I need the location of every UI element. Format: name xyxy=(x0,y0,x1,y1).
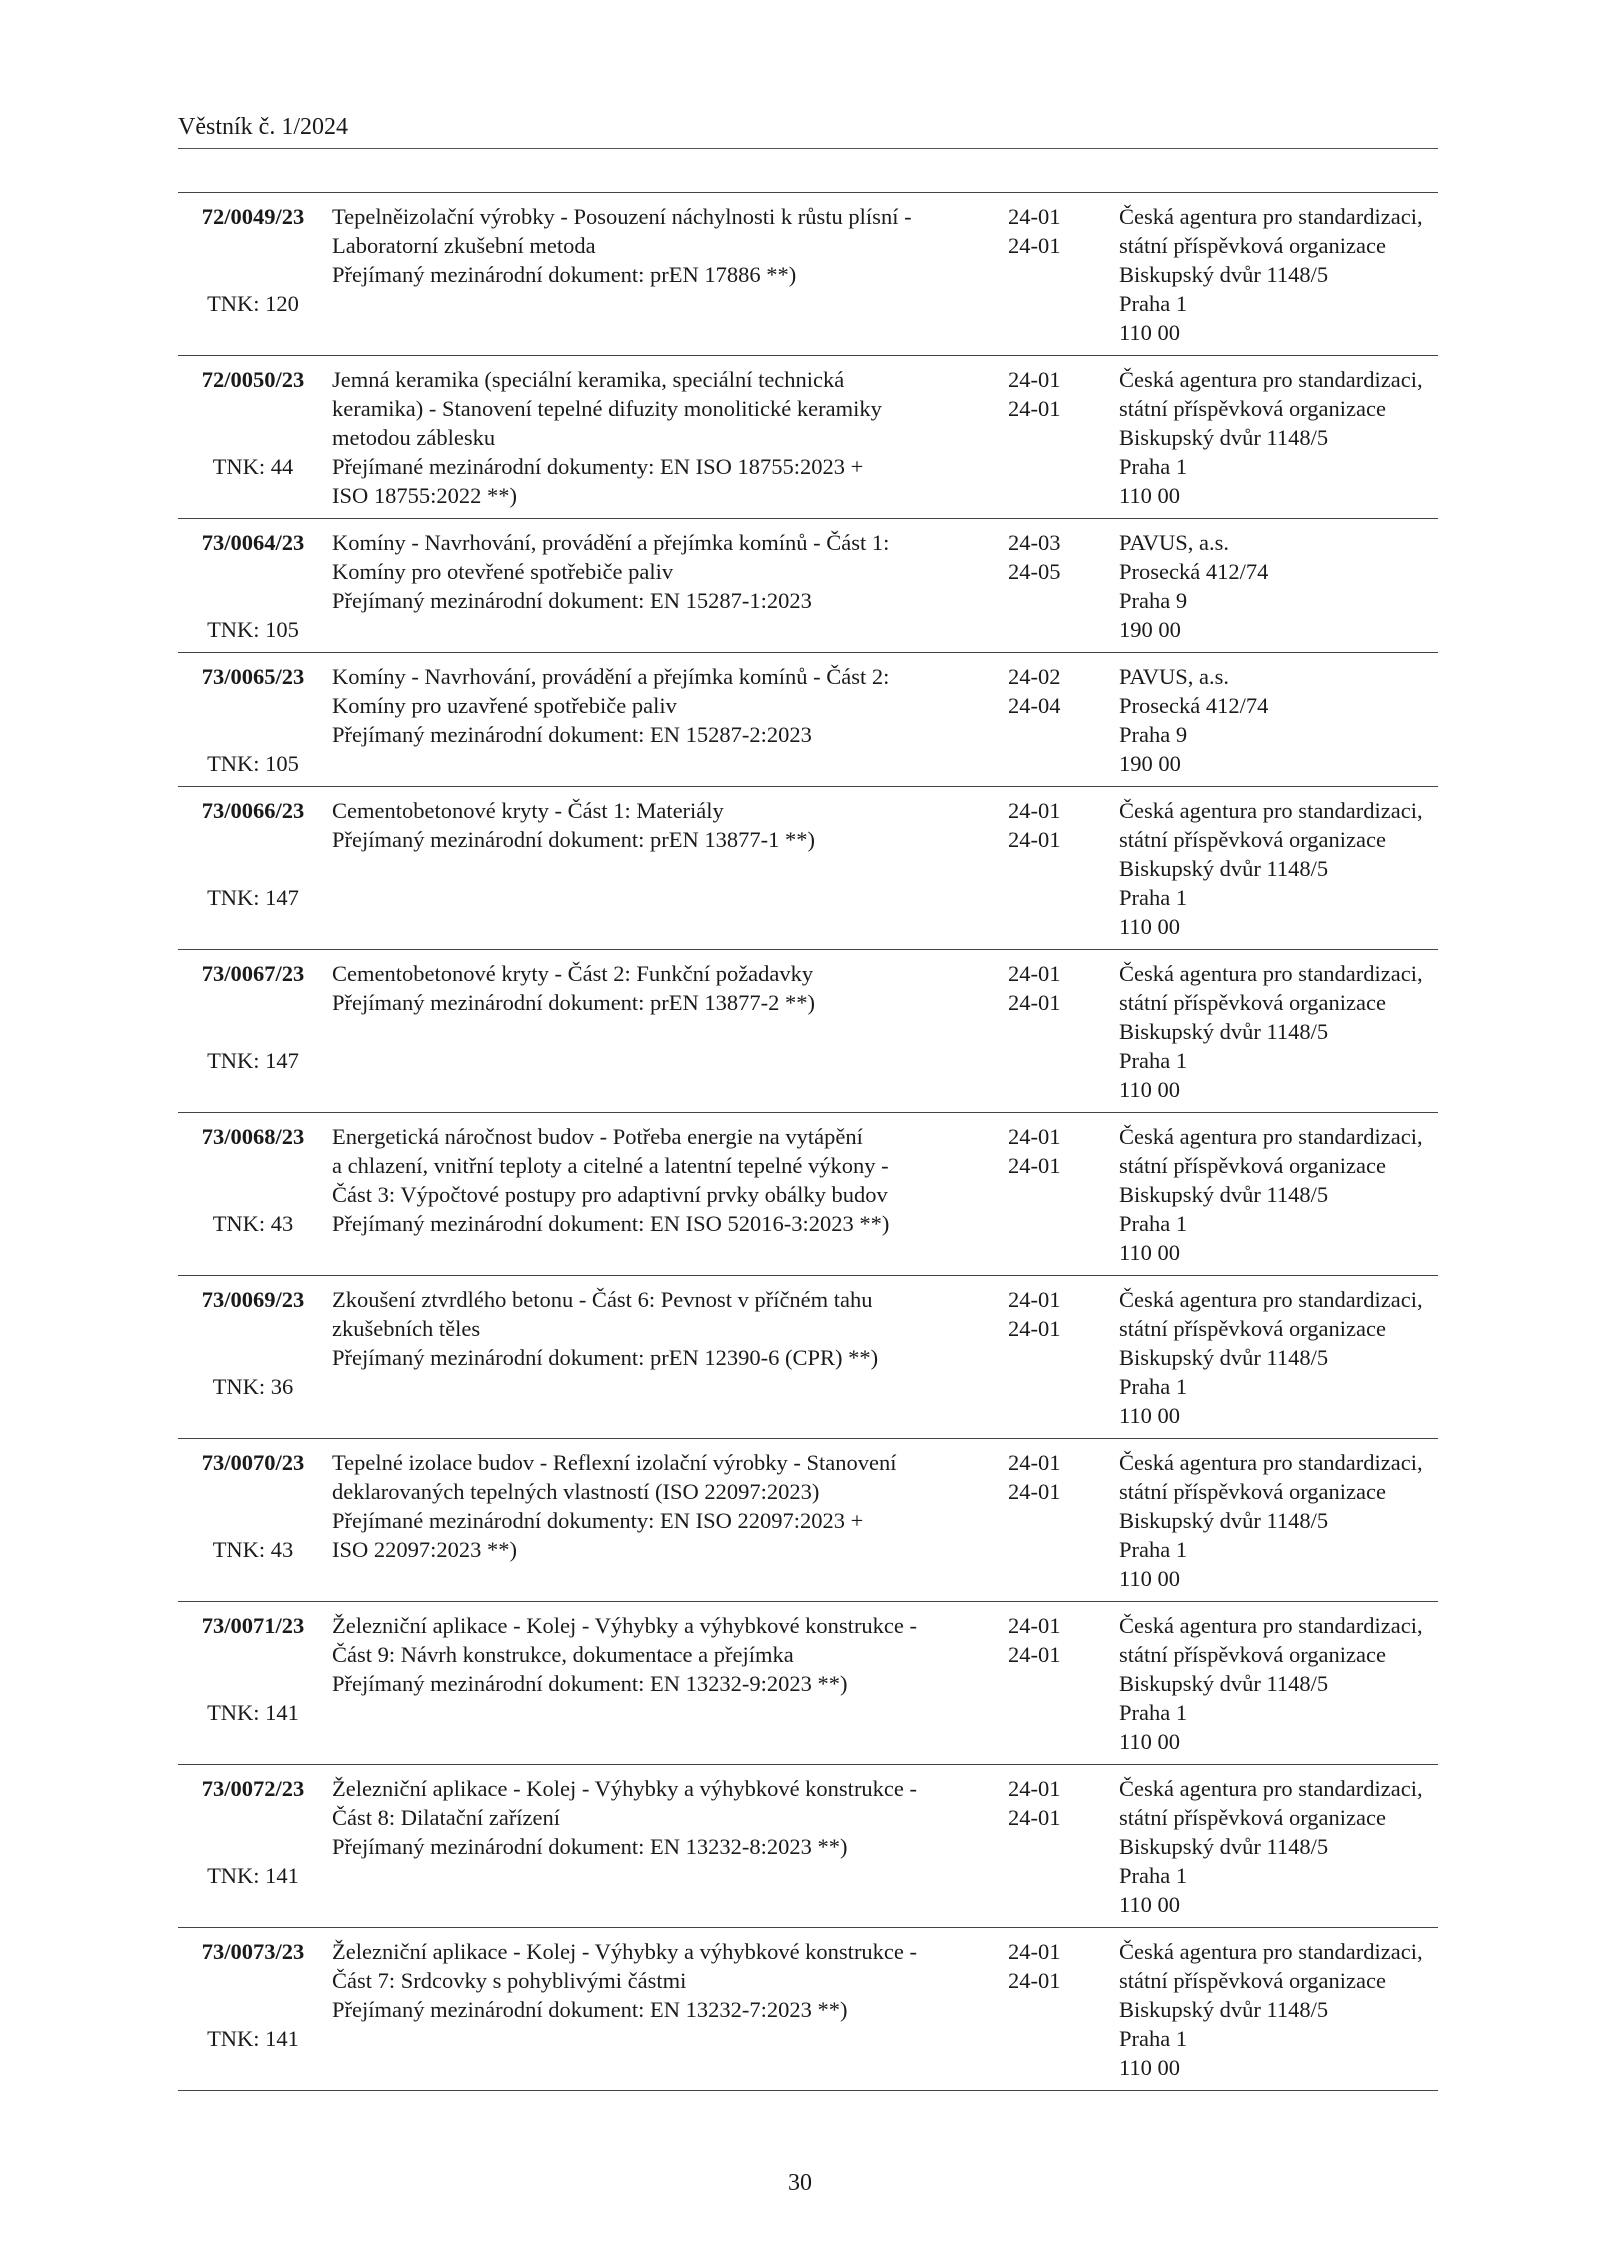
tnk-label: TNK: 147 xyxy=(207,1048,299,1073)
date-value: 24-01 xyxy=(1008,1613,1061,1638)
organization-line: Česká agentura pro standardizaci, xyxy=(1119,1287,1423,1312)
dates-cell xyxy=(1000,1276,1103,1439)
organization-line: 110 00 xyxy=(1119,1077,1181,1102)
description-line: a chlazení, vnitřní teploty a citelné a latentní tepelné výkony - xyxy=(332,1153,889,1178)
organization-line: Česká agentura pro standardizaci, xyxy=(1119,1613,1423,1638)
organization-line: Česká agentura pro standardizaci, xyxy=(1119,961,1423,986)
date-value: 24-01 xyxy=(1008,798,1061,823)
description-line: Část 7: Srdcovky s pohyblivými částmi xyxy=(332,1968,687,1993)
dates-cell xyxy=(1000,193,1103,356)
standard-id-cell xyxy=(178,950,328,1113)
organization-line: Biskupský dvůr 1148/5 xyxy=(1119,1508,1329,1533)
date-value: 24-01 xyxy=(1008,1287,1061,1312)
organization-line: Biskupský dvůr 1148/5 xyxy=(1119,1345,1329,1370)
standard-number: 73/0066/23 xyxy=(201,798,305,823)
tnk-label: TNK: 43 xyxy=(212,1211,294,1236)
organization-line: Biskupský dvůr 1148/5 xyxy=(1119,1019,1329,1044)
description-line: keramika) - Stanovení tepelné difuzity monolitické keramiky xyxy=(332,396,882,421)
description-line: Část 3: Výpočtové postupy pro adaptivní prvky obálky budov xyxy=(332,1182,888,1207)
organization-line: 110 00 xyxy=(1119,320,1181,345)
description-cell xyxy=(328,950,1000,1113)
date-value: 24-01 xyxy=(1008,1450,1061,1475)
organization-line: 190 00 xyxy=(1119,617,1181,642)
date-value: 24-01 xyxy=(1008,233,1061,258)
organization-cell xyxy=(1103,1602,1438,1765)
standards-table-body xyxy=(178,193,1438,2091)
organization-line: 190 00 xyxy=(1119,751,1181,776)
page-number: 30 xyxy=(788,2170,812,2196)
page-footer xyxy=(0,2170,1600,2197)
tnk-label: TNK: 105 xyxy=(207,617,299,642)
description-line: Tepelněizolační výrobky - Posouzení náchylnosti k růstu plísní - xyxy=(332,204,912,229)
organization-line: 110 00 xyxy=(1119,1566,1181,1591)
dates-cell xyxy=(1000,1765,1103,1928)
standard-number: 73/0065/23 xyxy=(201,664,305,689)
organization-line: Prosecká 412/74 xyxy=(1119,693,1269,718)
table-row xyxy=(178,787,1438,950)
description-line: ISO 22097:2023 **) xyxy=(332,1537,517,1562)
date-value: 24-01 xyxy=(1008,396,1061,421)
date-value: 24-01 xyxy=(1008,1776,1061,1801)
organization-cell xyxy=(1103,519,1438,653)
organization-line: 110 00 xyxy=(1119,483,1181,508)
standard-number: 72/0049/23 xyxy=(201,204,305,229)
standard-id-cell xyxy=(178,1928,328,2091)
tnk-label: TNK: 105 xyxy=(207,751,299,776)
table-row xyxy=(178,1276,1438,1439)
organization-line: Česká agentura pro standardizaci, xyxy=(1119,1450,1423,1475)
date-value: 24-01 xyxy=(1008,367,1061,392)
description-cell xyxy=(328,1276,1000,1439)
organization-line: 110 00 xyxy=(1119,1403,1181,1428)
organization-line: Praha 1 xyxy=(1119,1211,1188,1236)
description-line: Část 8: Dilatační zařízení xyxy=(332,1805,561,1830)
organization-line: PAVUS, a.s. xyxy=(1119,530,1230,555)
date-value: 24-03 xyxy=(1008,530,1061,555)
organization-line: Biskupský dvůr 1148/5 xyxy=(1119,425,1329,450)
date-value: 24-04 xyxy=(1008,693,1061,718)
organization-cell xyxy=(1103,1113,1438,1276)
organization-line: Česká agentura pro standardizaci, xyxy=(1119,1776,1423,1801)
organization-line: 110 00 xyxy=(1119,2055,1181,2080)
organization-cell xyxy=(1103,356,1438,519)
organization-line: Praha 1 xyxy=(1119,454,1188,479)
description-cell xyxy=(328,193,1000,356)
organization-line: Praha 9 xyxy=(1119,722,1188,747)
standard-id-cell xyxy=(178,1439,328,1602)
organization-cell xyxy=(1103,1276,1438,1439)
description-line: Komíny pro uzavřené spotřebiče paliv xyxy=(332,693,677,718)
dates-cell xyxy=(1000,1439,1103,1602)
organization-line: státní příspěvková organizace xyxy=(1119,1968,1386,1993)
organization-line: Biskupský dvůr 1148/5 xyxy=(1119,1671,1329,1696)
tnk-label: TNK: 36 xyxy=(212,1374,294,1399)
organization-cell xyxy=(1103,193,1438,356)
tnk-label: TNK: 43 xyxy=(212,1537,294,1562)
organization-line: Biskupský dvůr 1148/5 xyxy=(1119,856,1329,881)
dates-cell xyxy=(1000,1928,1103,2091)
running-header xyxy=(178,112,1438,149)
dates-cell xyxy=(1000,787,1103,950)
tnk-label: TNK: 141 xyxy=(207,1863,299,1888)
organization-line: státní příspěvková organizace xyxy=(1119,233,1386,258)
standard-id-cell xyxy=(178,1113,328,1276)
standard-id-cell xyxy=(178,193,328,356)
table-row xyxy=(178,193,1438,356)
date-value: 24-01 xyxy=(1008,1805,1061,1830)
organization-line: Praha 1 xyxy=(1119,1374,1188,1399)
table-row xyxy=(178,1602,1438,1765)
description-cell xyxy=(328,1113,1000,1276)
table-row xyxy=(178,356,1438,519)
dates-cell xyxy=(1000,1602,1103,1765)
table-row xyxy=(178,950,1438,1113)
table-row xyxy=(178,1113,1438,1276)
description-line: zkušebních těles xyxy=(332,1316,481,1341)
date-value: 24-05 xyxy=(1008,559,1061,584)
table-row xyxy=(178,1765,1438,1928)
date-value: 24-01 xyxy=(1008,961,1061,986)
standard-id-cell xyxy=(178,356,328,519)
dates-cell xyxy=(1000,1113,1103,1276)
standard-id-cell xyxy=(178,1765,328,1928)
organization-line: 110 00 xyxy=(1119,1892,1181,1917)
description-line: ISO 18755:2022 **) xyxy=(332,483,517,508)
description-cell xyxy=(328,787,1000,950)
dates-cell xyxy=(1000,653,1103,787)
standard-id-cell xyxy=(178,1602,328,1765)
dates-cell xyxy=(1000,356,1103,519)
date-value: 24-02 xyxy=(1008,664,1061,689)
organization-line: státní příspěvková organizace xyxy=(1119,990,1386,1015)
standard-number: 73/0068/23 xyxy=(201,1124,305,1149)
date-value: 24-01 xyxy=(1008,1939,1061,1964)
organization-line: státní příspěvková organizace xyxy=(1119,1479,1386,1504)
organization-cell xyxy=(1103,950,1438,1113)
organization-line: Prosecká 412/74 xyxy=(1119,559,1269,584)
table-row xyxy=(178,1928,1438,2091)
description-line: Železniční aplikace - Kolej - Výhybky a výhybkové konstrukce - xyxy=(332,1776,918,1801)
standard-id-cell xyxy=(178,1276,328,1439)
date-value: 24-01 xyxy=(1008,1153,1061,1178)
description-cell xyxy=(328,1602,1000,1765)
standard-number: 73/0064/23 xyxy=(201,530,305,555)
standard-id-cell xyxy=(178,787,328,950)
date-value: 24-01 xyxy=(1008,1479,1061,1504)
description-line: Komíny pro otevřené spotřebiče paliv xyxy=(332,559,674,584)
journal-title: Věstník č. 1/2024 xyxy=(178,114,348,140)
organization-line: PAVUS, a.s. xyxy=(1119,664,1230,689)
organization-line: Česká agentura pro standardizaci, xyxy=(1119,1124,1423,1149)
tnk-label: TNK: 141 xyxy=(207,2026,299,2051)
description-line: Železniční aplikace - Kolej - Výhybky a výhybkové konstrukce - xyxy=(332,1613,918,1638)
organization-line: Česká agentura pro standardizaci, xyxy=(1119,1939,1423,1964)
description-line: deklarovaných tepelných vlastností (ISO 22097:2023) xyxy=(332,1479,820,1504)
description-cell xyxy=(328,519,1000,653)
organization-line: Česká agentura pro standardizaci, xyxy=(1119,798,1423,823)
organization-line: Praha 1 xyxy=(1119,885,1188,910)
standard-number: 73/0067/23 xyxy=(201,961,305,986)
standard-number: 73/0073/23 xyxy=(201,1939,305,1964)
organization-line: Praha 9 xyxy=(1119,588,1188,613)
description-cell xyxy=(328,1765,1000,1928)
organization-line: Praha 1 xyxy=(1119,2026,1188,2051)
tnk-label: TNK: 120 xyxy=(207,291,299,316)
organization-line: 110 00 xyxy=(1119,1729,1181,1754)
tnk-label: TNK: 44 xyxy=(212,454,294,479)
organization-cell xyxy=(1103,1765,1438,1928)
standard-id-cell xyxy=(178,653,328,787)
description-cell xyxy=(328,356,1000,519)
organization-line: Česká agentura pro standardizaci, xyxy=(1119,367,1423,392)
description-line: Cementobetonové kryty - Část 1: Materiály xyxy=(332,798,724,823)
organization-line: Praha 1 xyxy=(1119,1048,1188,1073)
description-line: Cementobetonové kryty - Část 2: Funkční požadavky xyxy=(332,961,814,986)
description-line: Přejímaný mezinárodní dokument: EN 13232-9:2023 **) xyxy=(332,1671,848,1696)
description-line: Přejímaný mezinárodní dokument: prEN 13877-2 **) xyxy=(332,990,816,1015)
description-line: Zkoušení ztvrdlého betonu - Část 6: Pevnost v příčném tahu xyxy=(332,1287,873,1312)
organization-line: Biskupský dvůr 1148/5 xyxy=(1119,1834,1329,1859)
description-line: Přejímaný mezinárodní dokument: prEN 17886 **) xyxy=(332,262,797,287)
organization-line: Biskupský dvůr 1148/5 xyxy=(1119,262,1329,287)
organization-cell xyxy=(1103,1928,1438,2091)
organization-line: Česká agentura pro standardizaci, xyxy=(1119,204,1423,229)
description-line: Přejímaný mezinárodní dokument: prEN 12390-6 (CPR) **) xyxy=(332,1345,879,1370)
organization-line: 110 00 xyxy=(1119,1240,1181,1265)
description-cell xyxy=(328,1928,1000,2091)
dates-cell xyxy=(1000,519,1103,653)
description-line: Železniční aplikace - Kolej - Výhybky a výhybkové konstrukce - xyxy=(332,1939,918,1964)
standard-number: 73/0071/23 xyxy=(201,1613,305,1638)
date-value: 24-01 xyxy=(1008,1124,1061,1149)
description-line: Část 9: Návrh konstrukce, dokumentace a přejímka xyxy=(332,1642,794,1667)
date-value: 24-01 xyxy=(1008,827,1061,852)
description-line: Energetická náročnost budov - Potřeba energie na vytápění xyxy=(332,1124,863,1149)
standard-number: 72/0050/23 xyxy=(201,367,305,392)
standards-table xyxy=(178,192,1438,2091)
description-cell xyxy=(328,653,1000,787)
description-line: Přejímaný mezinárodní dokument: EN 15287-1:2023 xyxy=(332,588,812,613)
description-line: Přejímané mezinárodní dokumenty: EN ISO 22097:2023 + xyxy=(332,1508,864,1533)
organization-line: státní příspěvková organizace xyxy=(1119,1805,1386,1830)
description-cell xyxy=(328,1439,1000,1602)
description-line: Jemná keramika (speciální keramika, speciální technická xyxy=(332,367,845,392)
description-line: Tepelné izolace budov - Reflexní izolační výrobky - Stanovení xyxy=(332,1450,897,1475)
organization-cell xyxy=(1103,653,1438,787)
dates-cell xyxy=(1000,950,1103,1113)
date-value: 24-01 xyxy=(1008,990,1061,1015)
organization-line: státní příspěvková organizace xyxy=(1119,396,1386,421)
date-value: 24-01 xyxy=(1008,1316,1061,1341)
description-line: Přejímaný mezinárodní dokument: EN ISO 52016-3:2023 **) xyxy=(332,1211,890,1236)
description-line: Přejímaný mezinárodní dokument: EN 15287-2:2023 xyxy=(332,722,812,747)
standard-number: 73/0072/23 xyxy=(201,1776,305,1801)
table-row xyxy=(178,519,1438,653)
tnk-label: TNK: 141 xyxy=(207,1700,299,1725)
organization-line: státní příspěvková organizace xyxy=(1119,827,1386,852)
organization-line: Biskupský dvůr 1148/5 xyxy=(1119,1997,1329,2022)
description-line: Přejímaný mezinárodní dokument: EN 13232-8:2023 **) xyxy=(332,1834,848,1859)
description-line: Přejímaný mezinárodní dokument: prEN 13877-1 **) xyxy=(332,827,816,852)
standard-number: 73/0070/23 xyxy=(201,1450,305,1475)
organization-line: Praha 1 xyxy=(1119,291,1188,316)
date-value: 24-01 xyxy=(1008,1968,1061,1993)
organization-cell xyxy=(1103,787,1438,950)
organization-line: Praha 1 xyxy=(1119,1537,1188,1562)
organization-line: Praha 1 xyxy=(1119,1863,1188,1888)
table-row xyxy=(178,653,1438,787)
tnk-label: TNK: 147 xyxy=(207,885,299,910)
standard-id-cell xyxy=(178,519,328,653)
date-value: 24-01 xyxy=(1008,1642,1061,1667)
table-row xyxy=(178,1439,1438,1602)
organization-line: 110 00 xyxy=(1119,914,1181,939)
standard-number: 73/0069/23 xyxy=(201,1287,305,1312)
description-line: Laboratorní zkušební metoda xyxy=(332,233,596,258)
description-line: Komíny - Navrhování, provádění a přejímka komínů - Část 1: xyxy=(332,530,890,555)
organization-line: státní příspěvková organizace xyxy=(1119,1153,1386,1178)
organization-line: Praha 1 xyxy=(1119,1700,1188,1725)
description-line: metodou záblesku xyxy=(332,425,496,450)
date-value: 24-01 xyxy=(1008,204,1061,229)
description-line: Přejímané mezinárodní dokumenty: EN ISO 18755:2023 + xyxy=(332,454,864,479)
organization-cell xyxy=(1103,1439,1438,1602)
organization-line: Biskupský dvůr 1148/5 xyxy=(1119,1182,1329,1207)
organization-line: státní příspěvková organizace xyxy=(1119,1316,1386,1341)
description-line: Komíny - Navrhování, provádění a přejímka komínů - Část 2: xyxy=(332,664,890,689)
description-line: Přejímaný mezinárodní dokument: EN 13232-7:2023 **) xyxy=(332,1997,848,2022)
organization-line: státní příspěvková organizace xyxy=(1119,1642,1386,1667)
